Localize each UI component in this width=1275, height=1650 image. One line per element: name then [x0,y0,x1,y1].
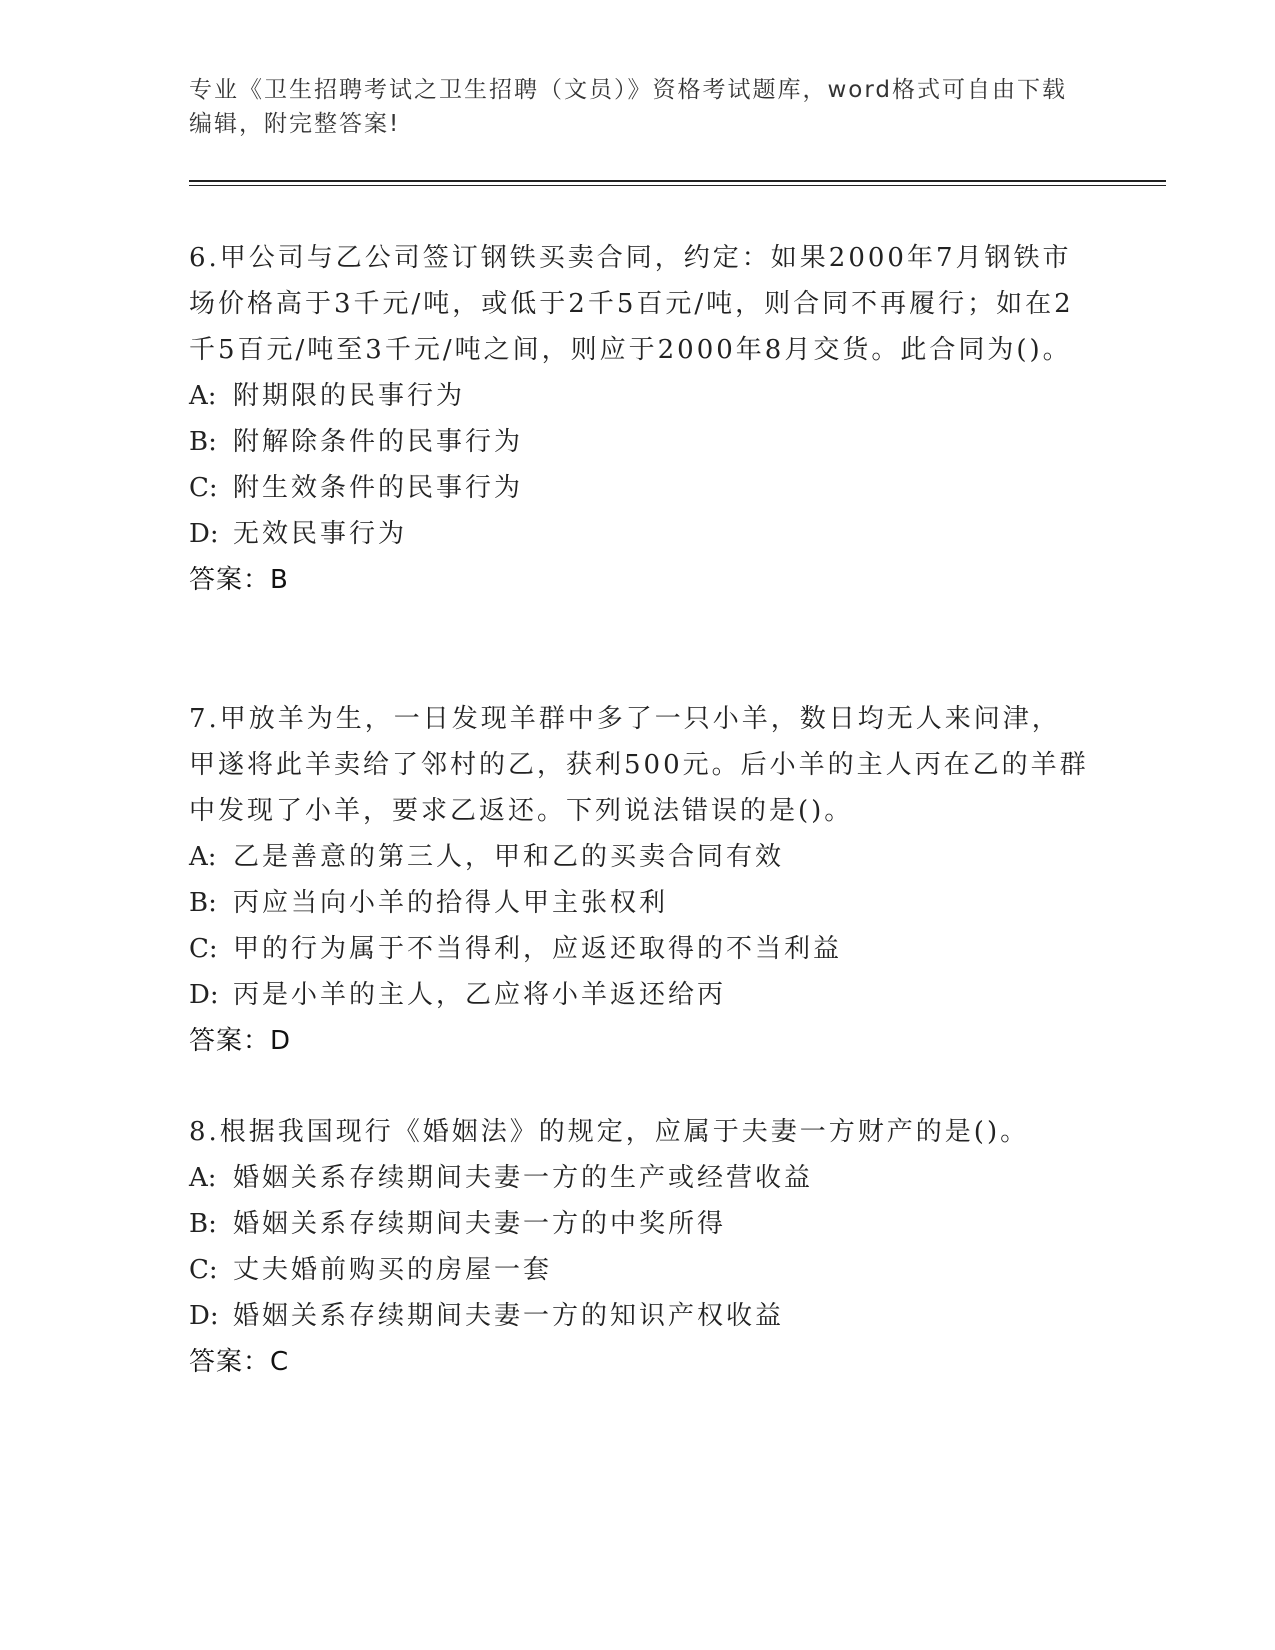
option-letter: D: [189,1301,219,1331]
option-text: 附解除条件的民事行为 [233,427,524,457]
option-a [189,373,1089,419]
option-c [189,465,1089,511]
option-b [189,419,1089,465]
option-d [189,1293,1089,1339]
option-b [189,880,1089,926]
option-text: 婚姻关系存续期间夫妻一方的生产或经营收益 [233,1163,814,1193]
question-stem: 6.甲公司与乙公司签订钢铁买卖合同，约定：如果2000年7月钢铁市场价格高于3千元/吨，或低于2千5百元/吨，则合同不再履行；如在2千5百元/吨至3千元/吨之间，则应于2000年8月交货。此合同为()。 [189,243,1074,365]
answer-line: 答案：B [189,565,289,595]
option-c [189,1247,1089,1293]
option-letter: C: [189,1255,218,1285]
option-text: 无效民事行为 [233,519,408,549]
option-text: 婚姻关系存续期间夫妻一方的中奖所得 [233,1209,727,1239]
option-text: 丙是小羊的主人，乙应将小羊返还给丙 [233,980,727,1010]
question-7 [189,696,1089,1064]
option-a [189,834,1089,880]
option-text: 丈夫婚前购买的房屋一套 [233,1255,553,1285]
option-letter: D: [189,980,219,1010]
option-text: 附期限的民事行为 [233,381,466,411]
answer-line: 答案：D [189,1026,292,1056]
question-stem: 7.甲放羊为生，一日发现羊群中多了一只小羊，数日均无人来问津，甲遂将此羊卖给了邻村的乙，获利500元。后小羊的主人丙在乙的羊群中发现了小羊，要求乙返还。下列说法错误的是()。 [189,704,1089,826]
option-text: 甲的行为属于不当得利，应返还取得的不当利益 [233,934,843,964]
option-text: 附生效条件的民事行为 [233,473,524,503]
option-a [189,1155,1089,1201]
option-letter: D: [189,519,219,549]
option-text: 婚姻关系存续期间夫妻一方的知识产权收益 [233,1301,785,1331]
option-d [189,511,1089,557]
option-letter: A: [189,1163,217,1193]
option-letter: B: [189,888,217,918]
option-b [189,1201,1089,1247]
option-c [189,926,1089,972]
question-6 [189,235,1089,603]
option-letter: A: [189,842,217,872]
question-stem: 8.根据我国现行《婚姻法》的规定，应属于夫妻一方财产的是()。 [189,1117,1030,1147]
option-letter: A: [189,381,217,411]
answer-line: 答案：C [189,1347,290,1377]
option-text: 乙是善意的第三人，甲和乙的买卖合同有效 [233,842,785,872]
option-letter: C: [189,473,218,503]
option-letter: B: [189,427,217,457]
header-divider-bottom [189,185,1166,186]
document-header: 专业《卫生招聘考试之卫生招聘（文员）》资格考试题库，word格式可自由下载编辑，附完整答案! [189,77,1068,137]
option-d [189,972,1089,1018]
question-8 [189,1109,1089,1385]
header-divider-top [189,180,1166,182]
option-text: 丙应当向小羊的拾得人甲主张权利 [233,888,669,918]
option-letter: B: [189,1209,217,1239]
option-letter: C: [189,934,218,964]
